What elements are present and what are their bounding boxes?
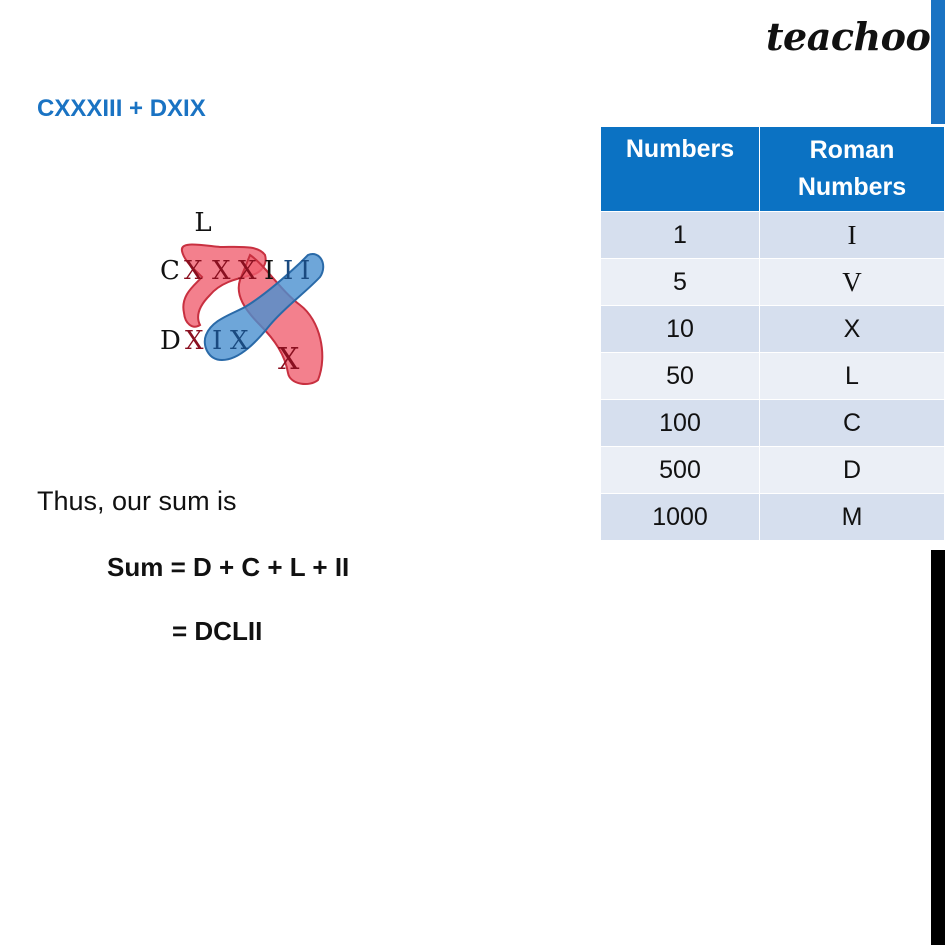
number-cell: 50 (601, 353, 760, 400)
result-symbol: X (278, 342, 300, 377)
row1-digit: I (283, 256, 294, 286)
table-row (601, 306, 945, 353)
roman-cell: L (760, 353, 945, 400)
row1-digit: I (300, 256, 311, 286)
row1-digit: I (264, 256, 275, 286)
number-cell: 5 (601, 259, 760, 306)
row1-digit: C (160, 256, 180, 286)
number-cell: 1000 (601, 494, 760, 541)
header-roman-numbers: Roman Numbers (760, 127, 945, 212)
roman-cell: D (760, 447, 945, 494)
brand-logo: teachoo (766, 14, 931, 59)
accent-bar (931, 0, 945, 124)
roman-numerals-table (600, 126, 945, 541)
table-row (601, 353, 945, 400)
roman-cell: X (760, 306, 945, 353)
table-row (601, 494, 945, 541)
number-cell: 100 (601, 400, 760, 447)
row2-digit: X (230, 326, 249, 356)
sum-line-2: = DCLII (172, 616, 263, 646)
table-row (601, 212, 945, 259)
solution-intro: Thus, our sum is (37, 486, 237, 516)
number-cell: 500 (601, 447, 760, 494)
table-header-row (601, 127, 945, 212)
table-row (601, 400, 945, 447)
problem-title: CXXXIII + DXIX (37, 95, 206, 122)
row2-digit: I (212, 326, 223, 356)
header-numbers: Numbers (601, 127, 760, 212)
table-row (601, 447, 945, 494)
row2-digit: D (160, 326, 181, 356)
side-bar (931, 550, 945, 945)
number-cell: 10 (601, 306, 760, 353)
row2-digit: X (185, 326, 204, 356)
row1-digit: X (212, 256, 231, 286)
number-cell: 1 (601, 212, 760, 259)
row1-digit: X (184, 256, 203, 286)
roman-cell: C (760, 400, 945, 447)
roman-cell: I (760, 212, 945, 259)
grouping-diagram (140, 195, 350, 395)
carry-label: L (194, 208, 212, 238)
row1-digit: X (238, 256, 257, 286)
roman-cell: V (760, 259, 945, 306)
sum-line-1: Sum = D + C + L + II (107, 552, 350, 582)
table-row (601, 259, 945, 306)
roman-cell: M (760, 494, 945, 541)
